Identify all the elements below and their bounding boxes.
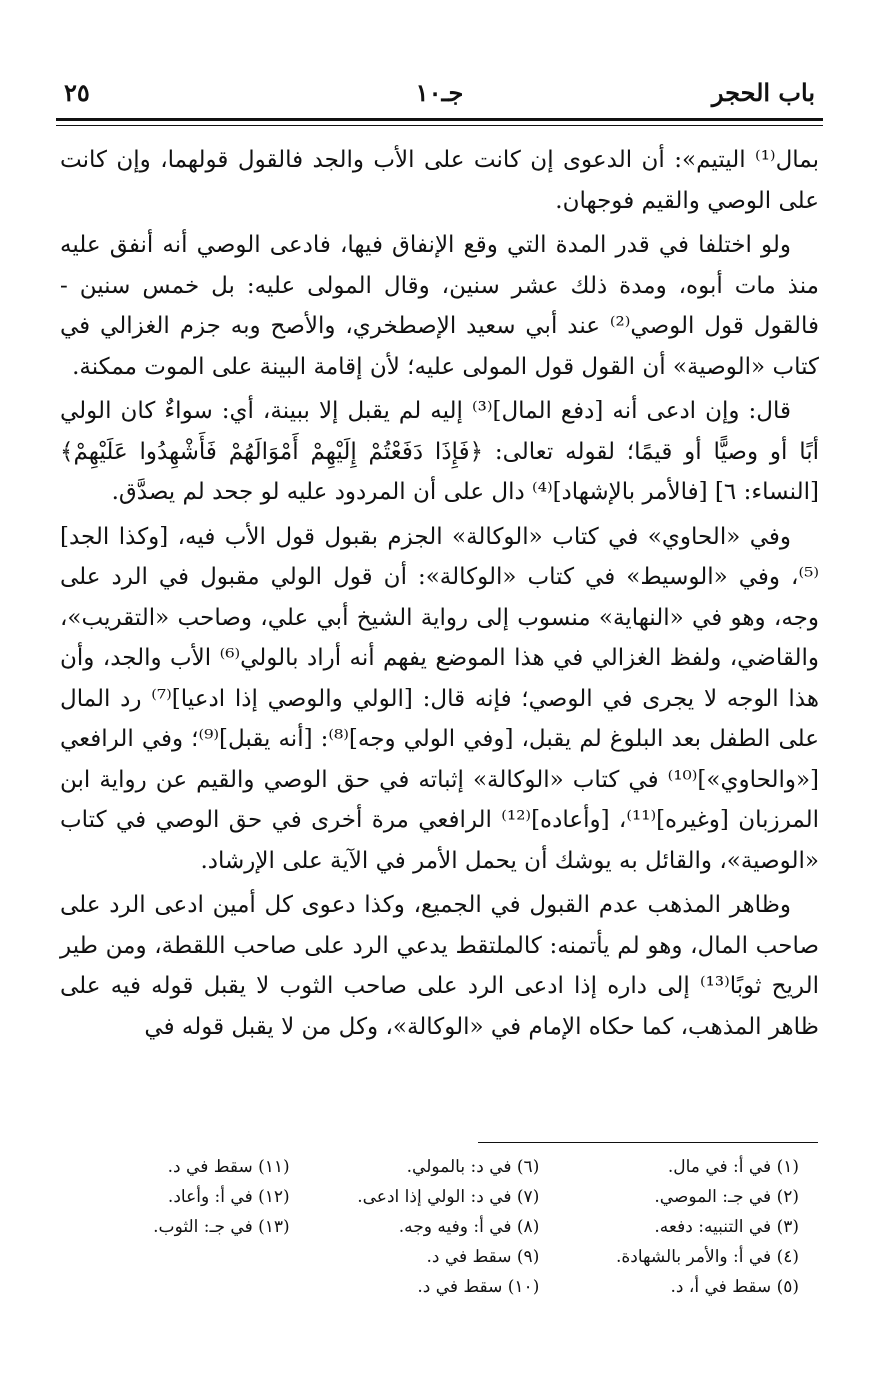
footnote: (١٠) سقط في د. xyxy=(417,1277,540,1297)
footnote-separator xyxy=(478,1142,818,1143)
page-header xyxy=(56,78,823,118)
paragraph: بمال⁽¹⁾ اليتيم»: أن الدعوى إن كانت على الأب والجد فالقول قولهما، وإن كانت على الوصي والقيم فوجهان. xyxy=(60,147,819,214)
footnote: (٩) سقط في د. xyxy=(426,1247,540,1267)
paragraph: قال: وإن ادعى أنه [دفع المال]⁽³⁾ إليه لم يقبل إلا ببينة، أي: سواءٌ كان الولي أبًا أو وصيًّا أو قيمًا؛ لقوله تعالى: ﴿فَإِذَا دَفَعْتُمْ إِلَيْهِمْ أَمْوَالَهُمْ فَأَشْهِدُوا عَلَيْهِمْ﴾ [النساء: ٦] [فالأمر بالإشهاد]⁽⁴⁾ دال على أن المردود عليه لو جحد لم يصدَّق. xyxy=(60,398,819,505)
footnote: (٦) في د: بالمولي. xyxy=(406,1157,540,1177)
header-rule-thin xyxy=(56,125,823,126)
chapter-title: باب الحجر xyxy=(711,78,815,107)
footnote-column-1 xyxy=(569,1152,819,1312)
footnote: (٣) في التنبيه: دفعه. xyxy=(654,1217,799,1237)
footnote: (٧) في د: الولي إذا ادعى. xyxy=(357,1187,540,1207)
page-number: ٢٥ xyxy=(64,78,90,107)
footnote: (١) في أ: في مال. xyxy=(667,1157,799,1177)
footnote: (١٣) في جـ: الثوب. xyxy=(153,1217,290,1237)
header-rule-thick xyxy=(56,118,823,121)
volume-part: جـ١٠ xyxy=(415,78,464,107)
paragraph: وظاهر المذهب عدم القبول في الجميع، وكذا دعوى كل أمين ادعى الرد على صاحب المال، وهو لم يأتمنه: كالملتقط يدعي الرد على صاحب اللقطة، ومن طير الريح ثوبًا⁽¹³⁾ إلى داره إذا ادعى الرد على صاحب الثوب لا يقبل قوله فيه على ظاهر المذهب، كما حكاه الإمام في «الوكالة»، وكل من لا يقبل قوله في xyxy=(60,892,819,1040)
paragraph: ولو اختلفا في قدر المدة التي وقع الإنفاق فيها، فادعى الوصي أنه أنفق عليه منذ مات أبوه، ومدة ذلك عشر سنين، وقال المولى عليه: بل خمس سنين - فالقول قول الوصي⁽²⁾ عند أبي سعيد الإصطخري، والأصح وبه جزم الغزالي في كتاب «الوصية» أن القول قول المولى عليه؛ لأن إقامة البينة على الموت ممكنة. xyxy=(60,232,820,380)
footnotes xyxy=(60,1152,819,1312)
footnote: (١٢) في أ: وأعاد. xyxy=(167,1187,290,1207)
footnote: (٤) في أ: والأمر بالشهادة. xyxy=(615,1247,799,1267)
footnote: (٨) في أ: وفيه وجه. xyxy=(398,1217,540,1237)
footnote: (١١) سقط في د. xyxy=(167,1157,290,1177)
paragraph: وفي «الحاوي» في كتاب «الوكالة» الجزم بقبول قول الأب فيه، [وكذا الجد]⁽⁵⁾، وفي «الوسيط» في كتاب «الوكالة»: أن قول الولي مقبول في الرد على وجه، وهو في «النهاية» منسوب إلى رواية الشيخ أبي علي، وصاحب «التقريب»، والقاضي، ولفظ الغزالي في هذا الموضع يفهم أنه أراد بالولي⁽⁶⁾ الأب والجد، وأن هذا الوجه لا يجرى في الوصي؛ فإنه قال: [الولي والوصي إذا ادعيا]⁽⁷⁾ رد المال على الطفل بعد البلوغ لم يقبل، [وفي الولي وجه]⁽⁸⁾: [أنه يقبل]⁽⁹⁾؛ وفي الرافعي [«والحاوي»]⁽¹⁰⁾ في كتاب «الوكالة» إثباته في حق الوصي والقيم عن رواية ابن المرزبان [وغيره]⁽¹¹⁾، [وأعاده]⁽¹²⁾ الرافعي مرة أخرى في حق الوصي في كتاب «الوصية»، والقائل به يوشك أن يحمل الأمر في الآية على الإرشاد. xyxy=(60,523,820,874)
footnote-column-2 xyxy=(310,1152,570,1312)
footnote-column-3 xyxy=(60,1152,310,1312)
footnote: (٢) في جـ: الموصي. xyxy=(654,1187,799,1207)
footnote: (٥) سقط في أ، د. xyxy=(670,1277,799,1297)
main-text xyxy=(60,140,819,1051)
